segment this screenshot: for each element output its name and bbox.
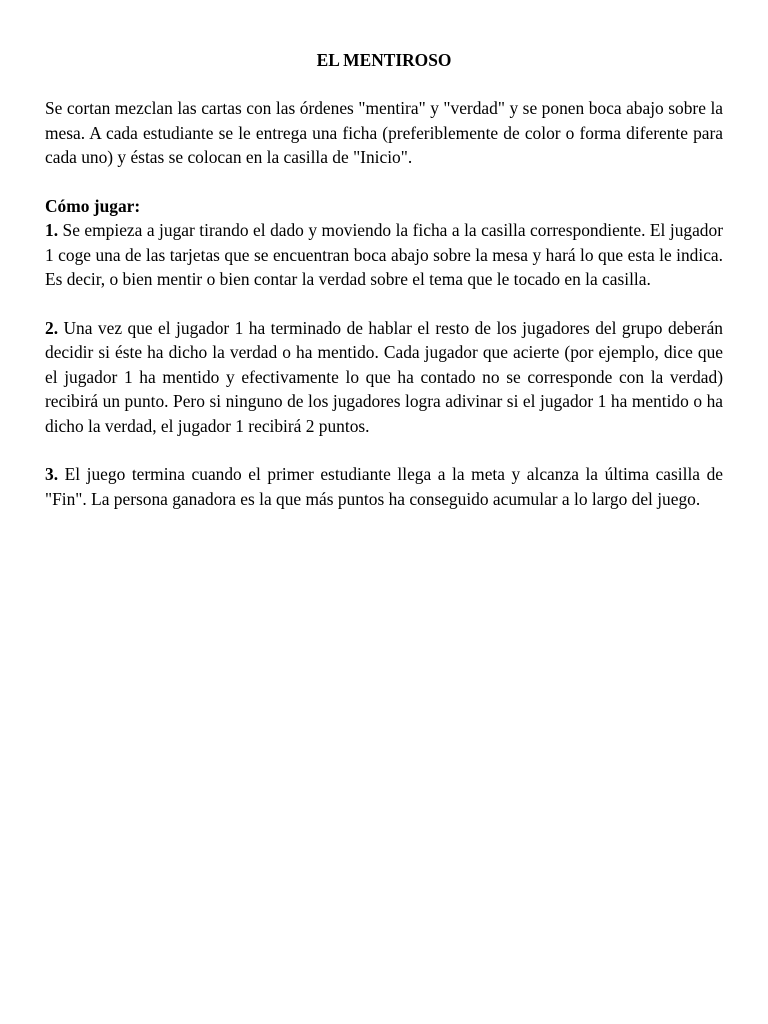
how-to-play-heading: Cómo jugar: bbox=[45, 195, 141, 216]
step-1-text: Se empieza a jugar tirando el dado y moviendo la ficha a la casilla correspondiente. El jugador 1 coge una de las tarjetas que se encuentran boca abajo sobre la mesa y hará lo que esta le indica. Es decir, o bien mentir o bien contar la verdad sobre el tema que le tocado en la casilla. bbox=[45, 220, 723, 289]
step-1-paragraph bbox=[45, 218, 723, 292]
step-2-text: Una vez que el jugador 1 ha terminado de hablar el resto de los jugadores del grupo deberán decidir si éste ha dicho la verdad o ha mentido. Cada jugador que acierte (por ejemplo, dice que el jugador 1 ha mentido y efectivamente lo que ha contado no se corresponde con la verdad) recibirá un punto. Pero si ninguno de los jugadores logra adivinar si el jugador 1 ha mentido o ha dicho la verdad, el jugador 1 recibirá 2 puntos. bbox=[45, 317, 723, 436]
step-3-number: 3. bbox=[45, 464, 59, 484]
step-3-text: El juego termina cuando el primer estudiante llega a la meta y alcanza la última casilla de "Fin". La persona ganadora es la que más puntos ha conseguido acumular a lo largo del juego. bbox=[45, 464, 723, 509]
document-page bbox=[45, 48, 723, 535]
step-3-paragraph bbox=[45, 462, 723, 511]
document-title: EL MENTIROSO bbox=[316, 50, 452, 70]
step-1-number: 1. bbox=[45, 220, 59, 240]
intro-paragraph: Se cortan mezclan las cartas con las órdenes "mentira" y "verdad" y se ponen boca abajo sobre la mesa. A cada estudiante se le entrega una ficha (preferiblemente de color o forma diferente para cada uno) y éstas se colocan en la casilla de "Inicio". bbox=[45, 98, 723, 167]
step-2-paragraph bbox=[45, 316, 723, 439]
step-2-number: 2. bbox=[45, 317, 59, 338]
